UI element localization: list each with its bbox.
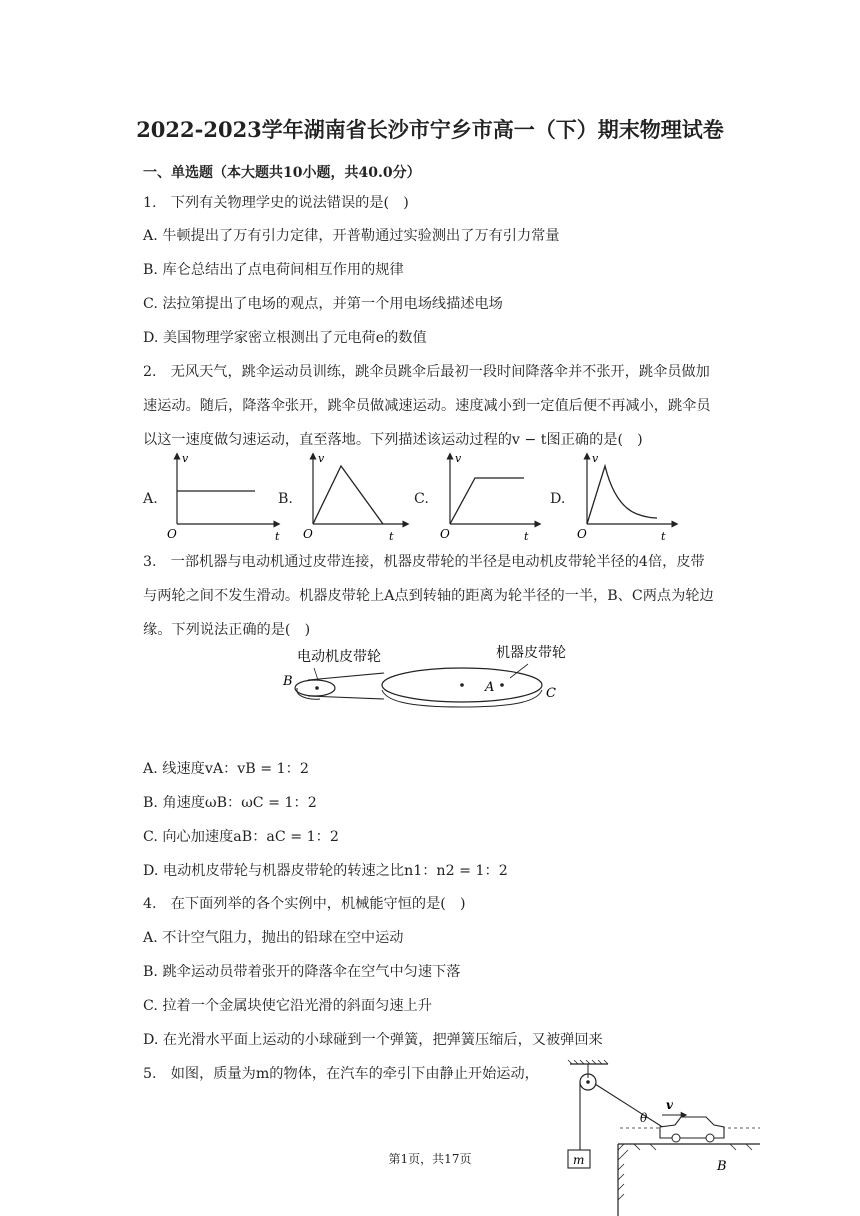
q3-option-a: A. 线速度vA：vB = 1：2 bbox=[143, 761, 309, 777]
origin-label: O bbox=[440, 527, 450, 541]
origin-label: O bbox=[577, 527, 587, 541]
point-b-label: B bbox=[717, 1159, 727, 1174]
q3-option-c: C. 向心加速度aB：aC = 1：2 bbox=[143, 829, 339, 845]
question-2-line-1: 2. 无风天气，跳伞运动员训练，跳伞员跳伞后最初一段时间降落伞并不张开，跳伞员做加 bbox=[143, 364, 710, 380]
vt-graph-b bbox=[301, 450, 421, 545]
q1-option-d: D. 美国物理学家密立根测出了元电荷e的数值 bbox=[143, 330, 427, 346]
axis-t-label: t bbox=[661, 530, 666, 543]
q3-option-b: B. 角速度ωB：ωC = 1：2 bbox=[143, 795, 317, 811]
mass-label: m bbox=[573, 1153, 585, 1167]
section-heading: 一、单选题（本大题共10小题，共40.0分） bbox=[143, 165, 421, 181]
point-c-label: C bbox=[546, 686, 556, 701]
question-1-stem: 1. 下列有关物理学史的说法错误的是( ) bbox=[143, 195, 409, 211]
q1-option-b: B. 库仑总结出了点电荷间相互作用的规律 bbox=[143, 262, 404, 278]
question-4-stem: 4. 在下面列举的各个实例中，机械能守恒的是( ) bbox=[143, 896, 466, 912]
question-5-stem: 5. 如图，质量为m的物体，在汽车的牵引下由静止开始运动， bbox=[143, 1066, 539, 1082]
question-2-line-3: 以这一速度做匀速运动，直至落地。下列描述该运动过程的v − t图正确的是( ) bbox=[143, 432, 643, 448]
axis-v-label: v bbox=[182, 452, 189, 465]
page-title: 2022-2023学年湖南省长沙市宁乡市高一（下）期末物理试卷 bbox=[136, 117, 724, 142]
q4-option-a: A. 不计空气阻力，抛出的铅球在空中运动 bbox=[143, 930, 404, 946]
angle-theta-label: θ bbox=[640, 1111, 648, 1125]
question-3-line-2: 与两轮之间不发生滑动。机器皮带轮上A点到转轴的距离为轮半径的一半，B、C两点为轮边 bbox=[143, 588, 714, 604]
question-3-line-3: 缘。下列说法正确的是( ) bbox=[143, 622, 311, 638]
vt-graph-d bbox=[575, 450, 695, 545]
axis-t-label: t bbox=[389, 530, 394, 543]
graph-c-label: C. bbox=[414, 491, 429, 507]
graph-a-label: A. bbox=[143, 491, 158, 507]
vt-graph-a bbox=[165, 450, 285, 545]
question-2-line-2: 速运动。随后，降落伞张开，跳伞员做减速运动。速度减小到一定值后便不再减小，跳伞员 bbox=[143, 398, 711, 414]
axis-t-label: t bbox=[275, 530, 280, 543]
graph-d-label: D. bbox=[550, 491, 566, 507]
question-3-line-1: 3. 一部机器与电动机通过皮带连接，机器皮带轮的半径是电动机皮带轮半径的4倍，皮带 bbox=[143, 554, 705, 570]
q3-option-d: D. 电动机皮带轮与机器皮带轮的转速之比n1：n2 = 1：2 bbox=[143, 863, 508, 879]
q4-option-b: B. 跳伞运动员带着张开的降落伞在空气中匀速下落 bbox=[143, 964, 461, 980]
origin-label: O bbox=[167, 527, 177, 541]
q1-option-c: C. 法拉第提出了电场的观点，并第一个用电场线描述电场 bbox=[143, 296, 503, 312]
point-a-label: A bbox=[485, 680, 495, 695]
velocity-label: v bbox=[666, 1098, 673, 1112]
q4-option-d: D. 在光滑水平面上运动的小球碰到一个弹簧，把弹簧压缩后，又被弹回来 bbox=[143, 1032, 603, 1048]
q4-option-c: C. 拉着一个金属块使它沿光滑的斜面匀速上升 bbox=[143, 998, 432, 1014]
machine-pulley-label: 机器皮带轮 bbox=[496, 645, 566, 661]
page-footer: 第1页，共17页 bbox=[388, 1152, 472, 1166]
motor-pulley-label: 电动机皮带轮 bbox=[297, 649, 381, 665]
axis-v-label: v bbox=[455, 452, 462, 465]
axis-t-label: t bbox=[524, 530, 529, 543]
origin-label: O bbox=[303, 527, 313, 541]
pulley-car-figure bbox=[560, 1060, 760, 1216]
axis-v-label: v bbox=[592, 452, 599, 465]
graph-b-label: B. bbox=[278, 491, 293, 507]
q1-option-a: A. 牛顿提出了万有引力定律，开普勒通过实验测出了万有引力常量 bbox=[143, 228, 560, 244]
belt-pulley-figure bbox=[280, 640, 590, 715]
axis-v-label: v bbox=[318, 452, 325, 465]
point-b-label: B bbox=[283, 674, 293, 689]
vt-graph-c bbox=[438, 450, 558, 545]
